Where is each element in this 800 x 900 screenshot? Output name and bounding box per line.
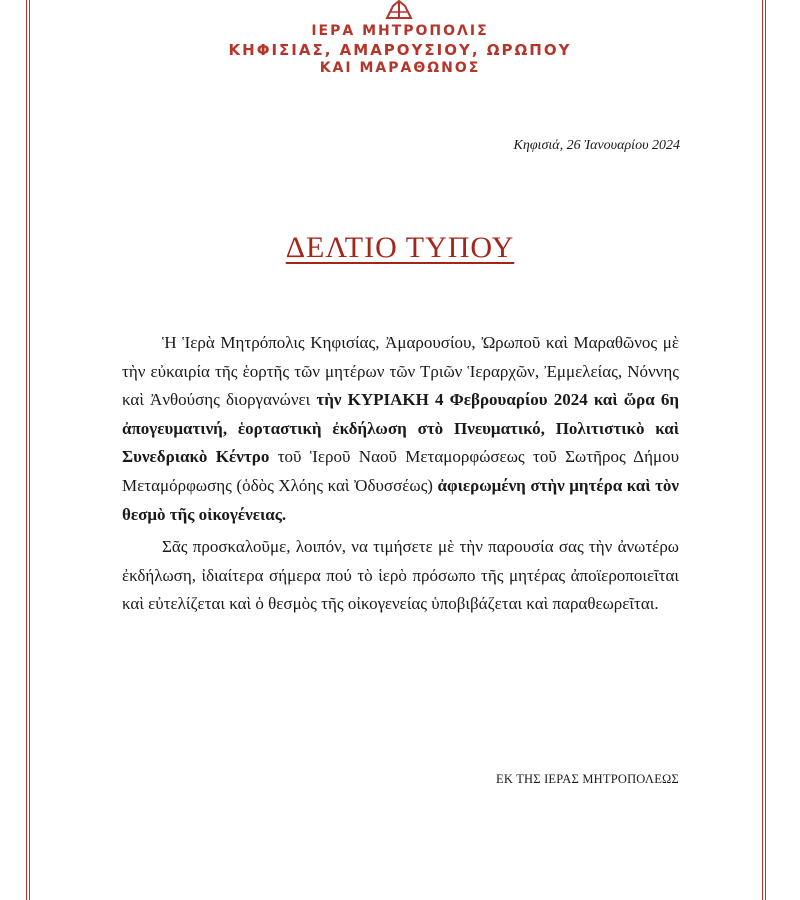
letterhead-line-2: ΚΗΦΙΣΙΑΣ, ΑΜΑΡΟΥΣΙΟΥ, ΩΡΩΠΟΥ (228, 41, 572, 59)
paragraph1-dedication: ἀφιερωμένη στὴν μητέρα καὶ τὸν θεσμὸ τῆς οἰκογένειας (122, 475, 680, 524)
right-border-line (762, 0, 766, 900)
paragraph-invitation (122, 329, 679, 529)
signature: ΕΚ ΤΗΣ ΙΕΡΑΣ ΜΗΤΡΟΠΟΛΕΩΣ (496, 772, 679, 786)
church-emblem-icon (381, 0, 417, 20)
letterhead-line-3: ΚΑΙ ΜΑΡΑΘΩΝΟΣ (319, 60, 481, 76)
document-title-text: ΔΕΛΤΙΟ ΤΥΠΟΥ (285, 231, 515, 264)
letterhead-line-1: ΙΕΡΑ ΜΗΤΡΟΠΟΛΙΣ (311, 23, 489, 39)
paragraph-call: Σᾶς προσκαλοῦμε, λοιπόν, να τιμήσετε μὲ τὴν παρουσία σας τὴν ἀνωτέρω ἐκδήλωση, ἰδιαίτερα σήμερα πού τὸ ἱερὸ πρόσωπο τῆς μητέρας ἀποϊεροποιεῖται καὶ εὐτελίζεται καὶ ὁ θεσμὸς τῆς οἰκογενείας ὑποβιβάζεται καὶ παραθεωρεῖται. (122, 537, 679, 614)
document-title (0, 231, 800, 265)
paragraph1-venue: τοῦ Ἱεροῦ Ναοῦ Μεταμορφώσεως τοῦ Σωτῆρος Δήμου Μεταμόρφωσης (ὁδὸς Χλόης καὶ Ὀδυσσέως) (122, 447, 679, 495)
paragraph1-end: . (281, 504, 287, 524)
paragraph1-event-details: τὴν ΚΥΡΙΑΚΗ 4 Φεβρουαρίου 2024 καὶ ὥρα 6η ἀπογευματινή, ἑορταστικὴ ἐκδήλωση στὸ Πνευματικό, Πολιτιστικὸ καὶ Συνεδριακὸ Κέντρο (122, 390, 679, 467)
document-body (122, 329, 679, 619)
left-border-line (26, 0, 30, 900)
paragraph1-intro: Ἡ Ἱερὰ Μητρόπολις Κηφισίας, Ἀμαρουσίου, Ὠρωποῦ καὶ Μαραθῶνος μὲ τὴν εὐκαιρία τῆς ἑορτῆς τῶν μητέρων τῶν Τριῶν Ἱεραρχῶν, Ἐμμελείας, Νόννης καὶ Ἀνθούσης διοργανώνει (122, 333, 679, 410)
document-date: Κηφισιά, 26 Ἰανουαρίου 2024 (513, 138, 680, 153)
